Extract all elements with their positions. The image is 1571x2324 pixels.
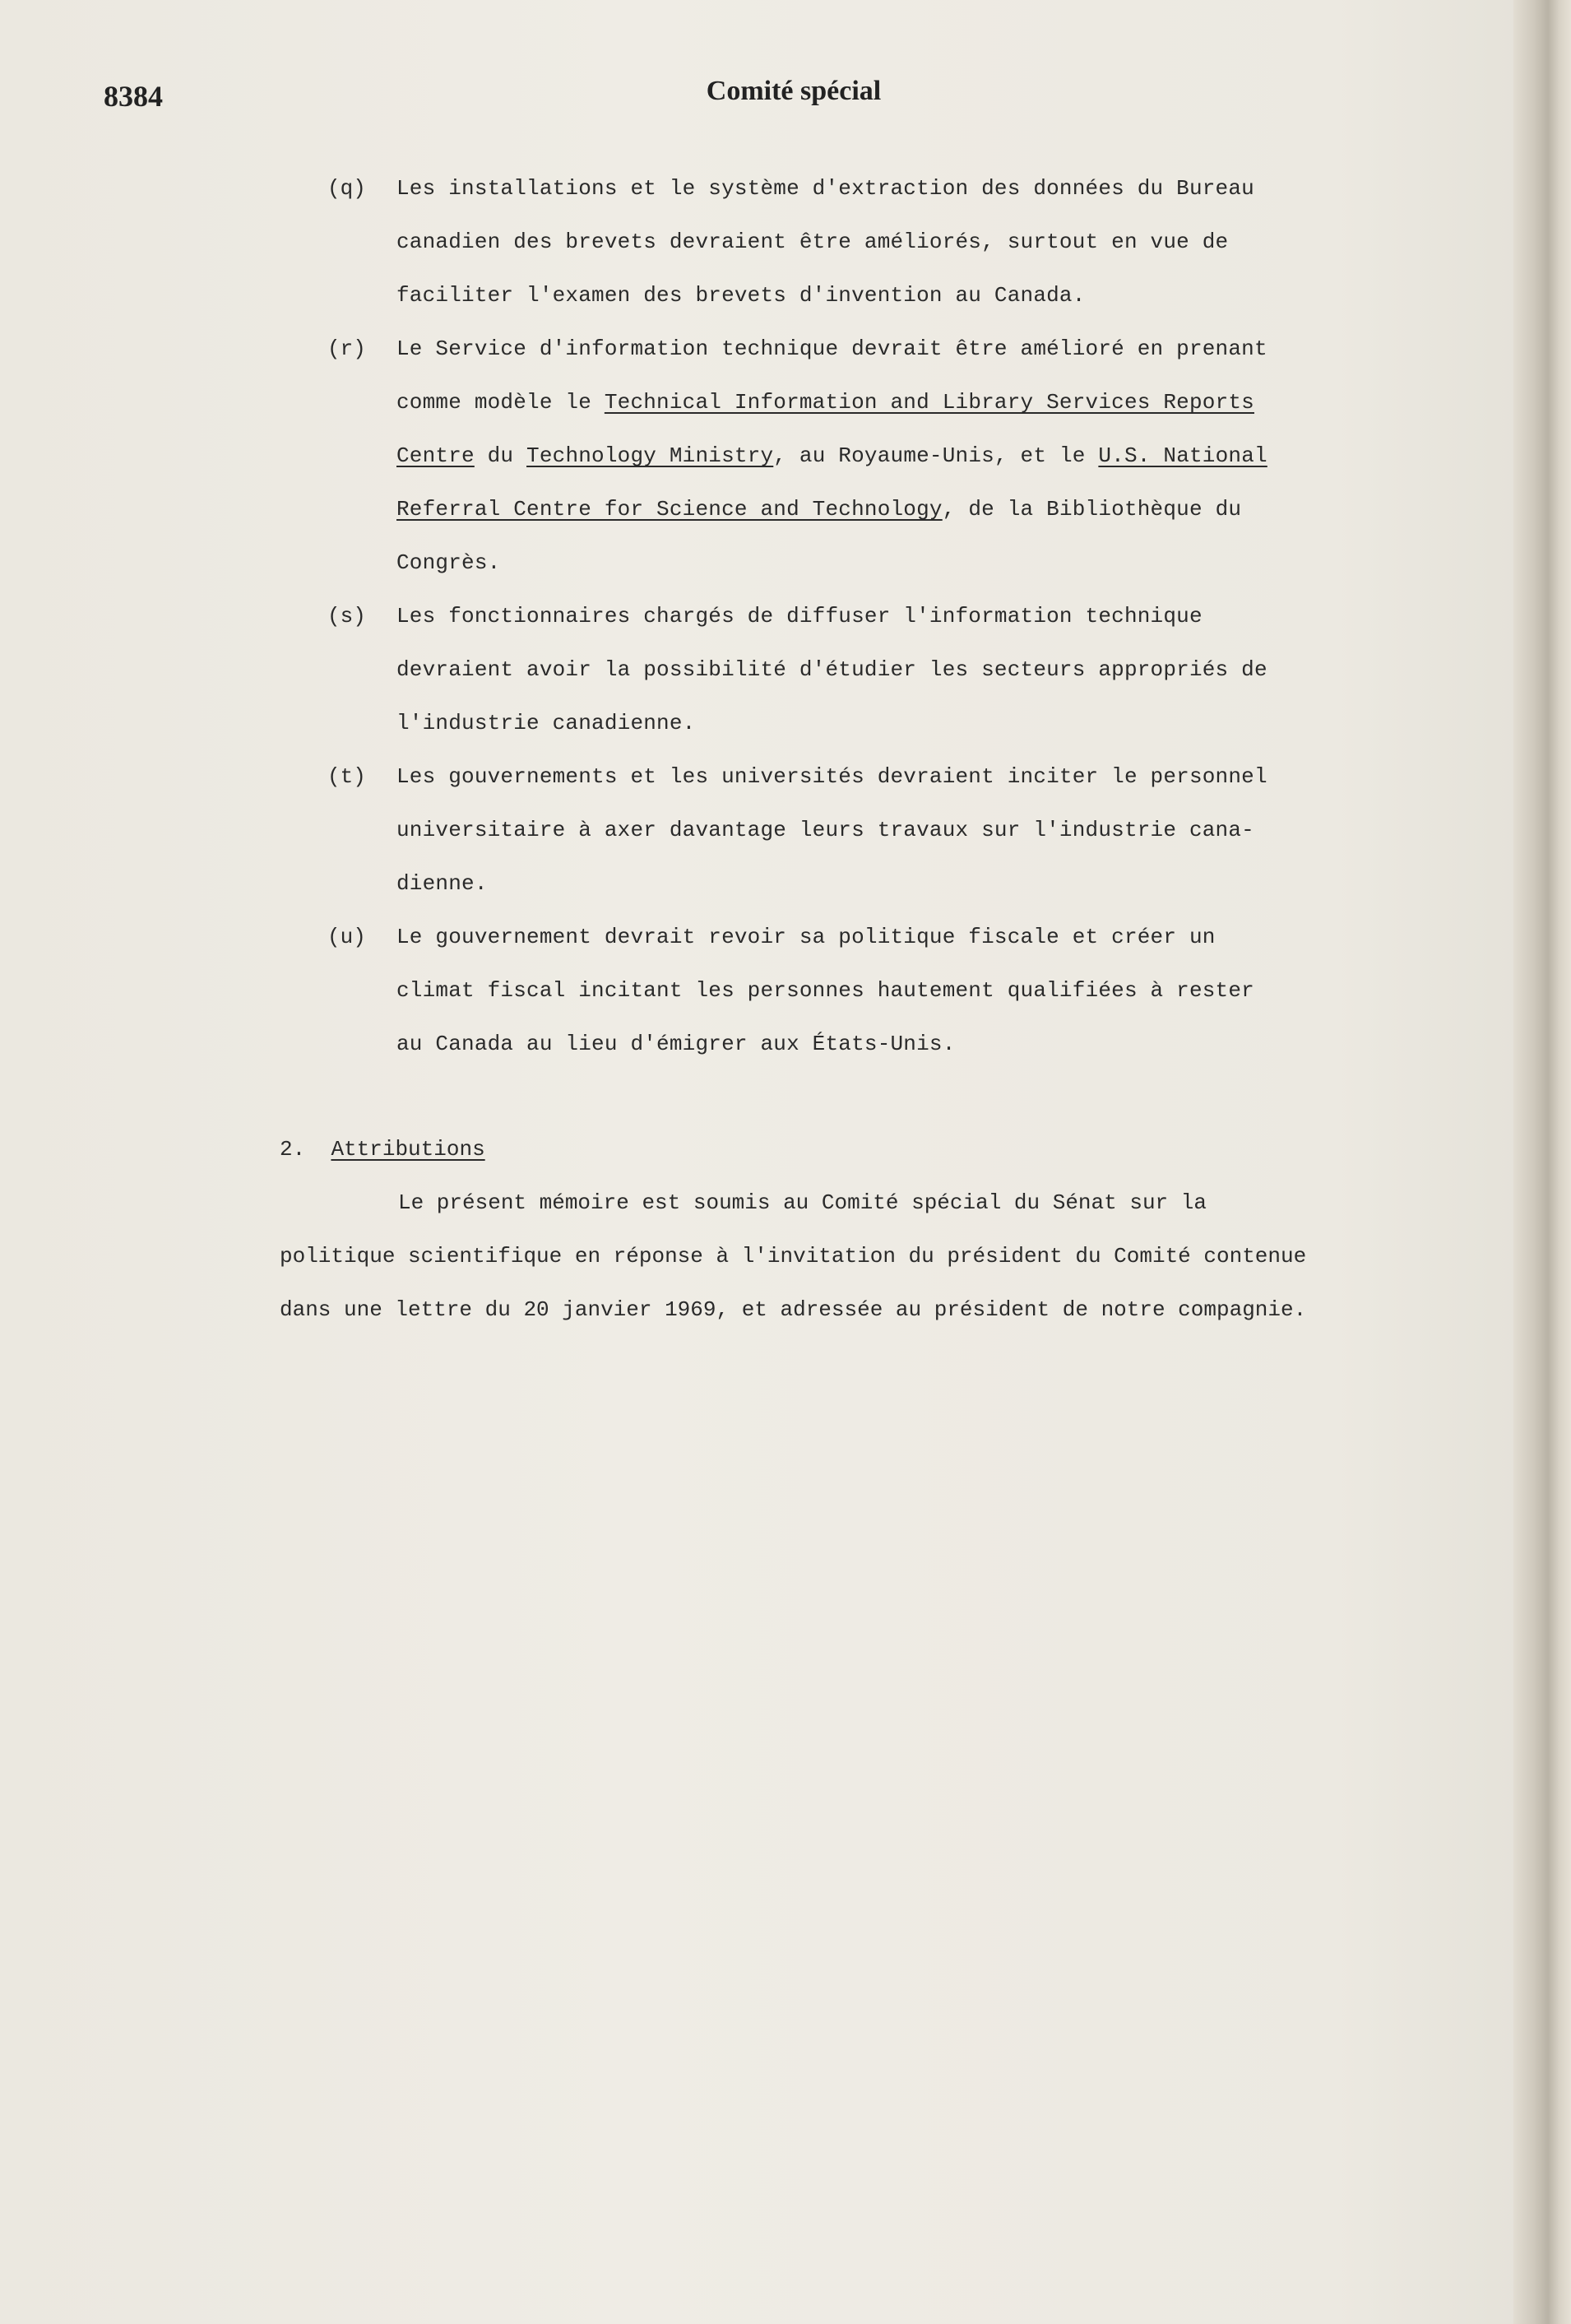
item-line: Les fonctionnaires chargés de diffuser l'information technique — [396, 604, 1203, 629]
item-line: Le Service d'information technique devrait être amélioré en prenant — [396, 336, 1267, 361]
item-line: Congrès. — [396, 550, 501, 575]
item-line: dienne. — [396, 871, 488, 896]
item-line-text: , au Royaume-Unis, et le — [773, 443, 1099, 468]
item-line: faciliter l'examen des brevets d'invention au Canada. — [396, 283, 1086, 308]
item-label: (t) — [327, 764, 366, 789]
item-line: universitaire à axer davantage leurs travaux sur l'industrie cana- — [396, 818, 1254, 842]
item-line: au Canada au lieu d'émigrer aux États-Unis. — [396, 1032, 956, 1056]
page-number: 8384 — [104, 80, 163, 113]
item-label: (u) — [327, 925, 366, 949]
item-line-text: , de la Bibliothèque du — [942, 497, 1242, 522]
underlined-reference: Technical Information and Library Services Reports — [604, 390, 1254, 415]
underlined-reference: U.S. National — [1098, 443, 1267, 468]
paragraph-line: Le présent mémoire est soumis au Comité spécial du Sénat sur la — [398, 1190, 1207, 1215]
section-title: Attributions — [331, 1137, 485, 1162]
underlined-reference: Referral Centre for Science and Technology — [396, 497, 943, 522]
paragraph-line: politique scientifique en réponse à l'invitation du président du Comité contenue — [280, 1244, 1307, 1269]
binding-edge — [1513, 0, 1571, 2324]
item-label: (s) — [327, 604, 366, 629]
item-line: climat fiscal incitant les personnes hautement qualifiées à rester — [396, 978, 1254, 1003]
item-label: (r) — [327, 336, 366, 361]
item-line-text: comme modèle le — [396, 390, 605, 415]
running-title: Comité spécial — [706, 76, 882, 106]
item-line: canadien des brevets devraient être améliorés, surtout en vue de — [396, 230, 1229, 254]
section-heading — [280, 1137, 485, 1162]
item-line: Les installations et le système d'extraction des données du Bureau — [396, 176, 1254, 201]
item-line — [396, 443, 1267, 468]
item-line: l'industrie canadienne. — [396, 711, 696, 735]
section-number: 2. — [280, 1137, 306, 1162]
item-line — [396, 497, 1241, 522]
underlined-reference: Technology Ministry — [526, 443, 774, 468]
underlined-reference: Centre — [396, 443, 475, 468]
item-label: (q) — [327, 176, 366, 201]
item-line: Le gouvernement devrait revoir sa politique fiscale et créer un — [396, 925, 1216, 949]
item-line: devraient avoir la possibilité d'étudier les secteurs appropriés de — [396, 657, 1267, 682]
paragraph-line: dans une lettre du 20 janvier 1969, et adressée au président de notre compagnie. — [280, 1297, 1307, 1322]
item-line: Les gouvernements et les universités devraient inciter le personnel — [396, 764, 1267, 789]
item-line-text: du — [474, 443, 527, 468]
item-line — [396, 390, 1254, 415]
